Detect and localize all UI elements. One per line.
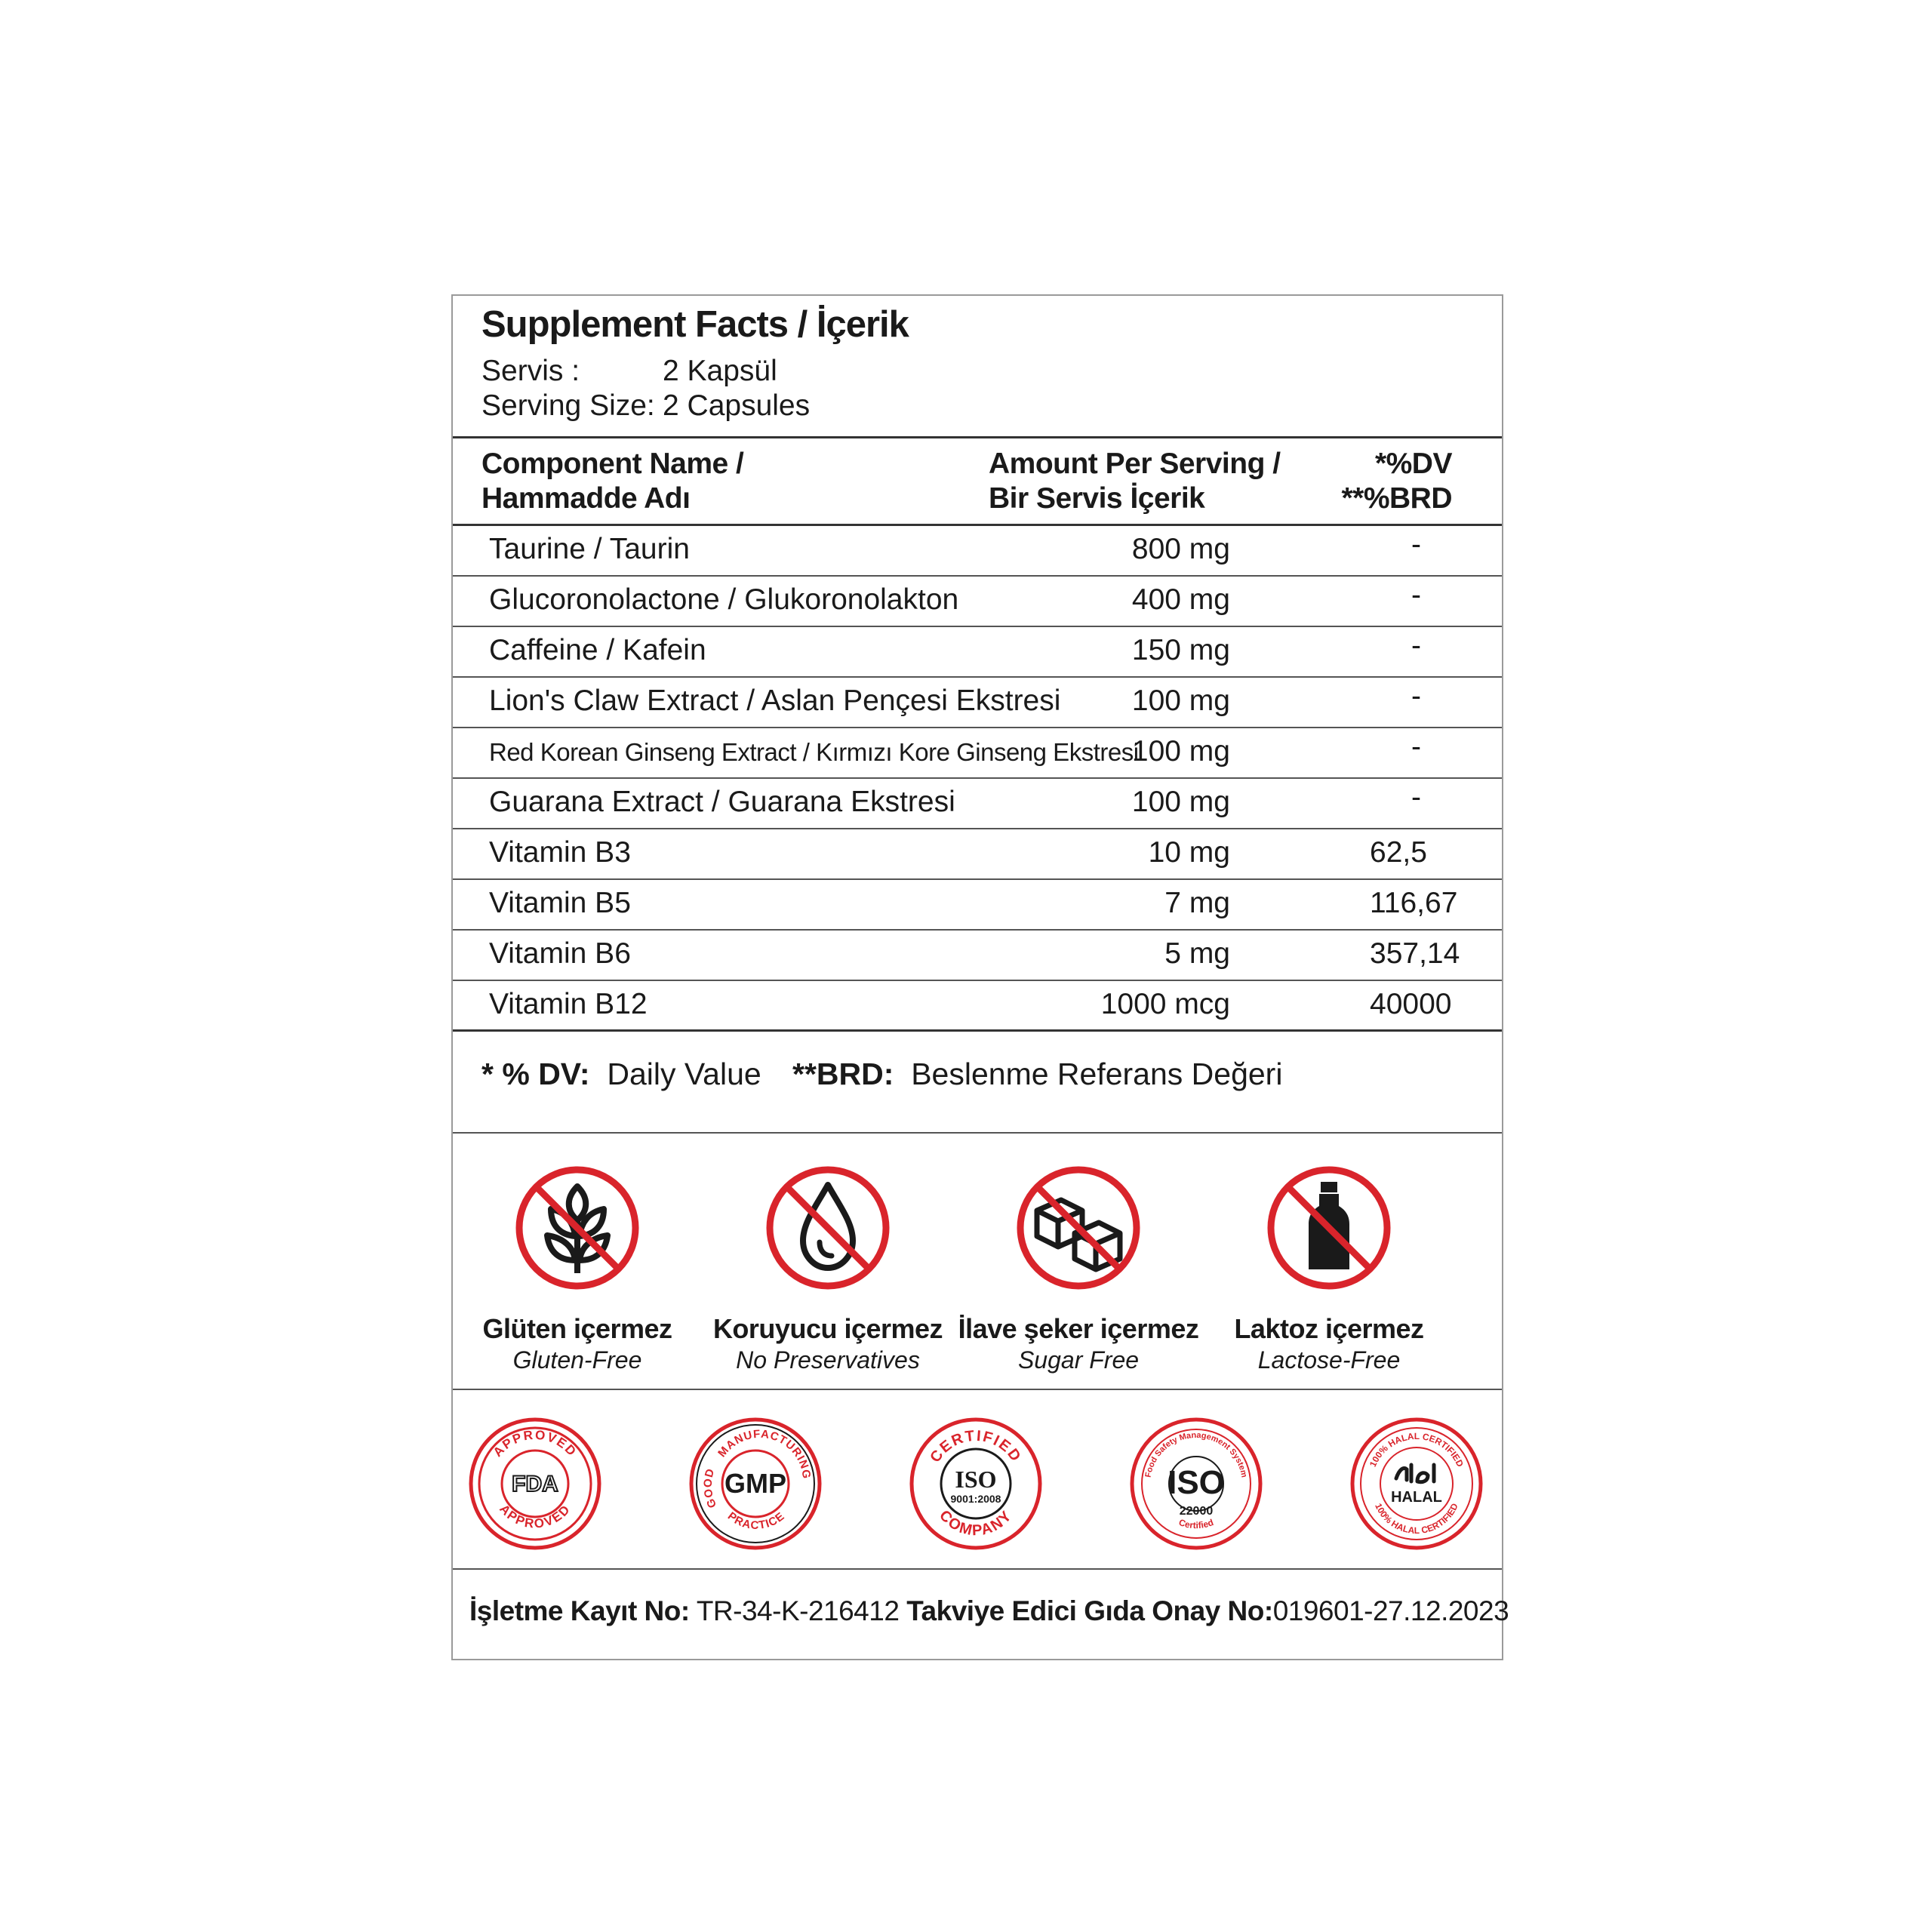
sugar-free-badge (954, 1164, 1203, 1374)
footnote-brd: **BRD: Beslenme Referans Değeri (792, 1057, 1283, 1091)
no-wheat-icon (513, 1164, 641, 1292)
table-row (453, 930, 1502, 980)
ingredient-dv: - (1411, 579, 1421, 611)
ingredient-name: Lion's Claw Extract / Aslan Pençesi Ekstresi (489, 685, 1061, 717)
svg-text:GOOD: GOOD (701, 1466, 720, 1510)
badge-title-tr: İlave şeker içermez (958, 1313, 1199, 1344)
ingredient-dv: 62,5 (1370, 836, 1427, 869)
svg-text:PRACTICE: PRACTICE (724, 1509, 788, 1532)
gluten-free-badge (453, 1164, 702, 1374)
footnote-dv: * % DV: Daily Value (481, 1057, 761, 1091)
table-row (453, 626, 1502, 677)
svg-text:ISO: ISO (1168, 1464, 1225, 1501)
halal-seal-icon (1349, 1417, 1484, 1551)
table-row (453, 525, 1502, 576)
iso-9001-seal-icon (909, 1417, 1043, 1551)
badge-title-en: No Preservatives (736, 1346, 920, 1374)
ingredient-amount: 100 mg (1131, 735, 1230, 768)
ingredient-dv: - (1411, 731, 1421, 763)
svg-text:APPROVED: APPROVED (497, 1501, 574, 1531)
lactose-free-badge (1204, 1164, 1454, 1374)
serving-tr-label: Servis : (481, 355, 580, 387)
ingredient-name: Taurine / Taurin (489, 533, 690, 565)
registration-line: İşletme Kayıt No: TR-34-K-216412 Takviye Edici Gıda Onay No:019601-27.12.2023 (469, 1595, 1509, 1626)
iso-22000-seal (1129, 1417, 1263, 1555)
iso-9001-seal (909, 1417, 1043, 1555)
ingredient-name: Glucoronolactone / Glukoronolakton (489, 583, 959, 616)
badge-title-tr: Glüten içermez (482, 1313, 672, 1344)
table-row (453, 829, 1502, 879)
ingredient-name: Caffeine / Kafein (489, 634, 706, 666)
ingredient-amount: 100 mg (1131, 685, 1230, 717)
serving-tr-value: 2 Kapsül (663, 355, 777, 387)
ingredient-dv: 116,67 (1370, 887, 1458, 919)
divider (453, 1029, 1502, 1032)
table-row (453, 728, 1502, 778)
ingredient-amount: 5 mg (1164, 937, 1230, 970)
svg-text:FDA: FDA (512, 1472, 558, 1497)
divider (453, 1132, 1502, 1134)
ingredient-dv: - (1411, 629, 1421, 662)
ingredient-name: Vitamin B5 (489, 887, 631, 919)
serving-en-value: 2 Capsules (663, 389, 811, 422)
badge-title-en: Gluten-Free (512, 1346, 642, 1374)
table-row (453, 980, 1502, 1031)
ingredient-dv: - (1411, 528, 1421, 561)
no-sugar-cubes-icon (1014, 1164, 1143, 1292)
divider (453, 1389, 1502, 1390)
column-header-amount: Amount Per Serving / Bir Servis İçerik (989, 448, 1281, 515)
ingredient-amount: 800 mg (1131, 533, 1230, 565)
svg-text:HALAL: HALAL (1391, 1489, 1442, 1506)
halal-arabic-mark (1396, 1465, 1434, 1482)
table-row (453, 778, 1502, 829)
fda-approved-seal (468, 1417, 602, 1555)
ingredient-amount: 1000 mcg (1100, 988, 1230, 1020)
svg-text:100% HALAL CERTIFIED: 100% HALAL CERTIFIED (1367, 1430, 1466, 1469)
ingredient-name: Vitamin B3 (489, 836, 631, 869)
column-header-name: Component Name / Hammadde Adı (481, 448, 744, 515)
table-row (453, 576, 1502, 626)
svg-text:Food Safety Management System: Food Safety Management System (1143, 1430, 1249, 1478)
svg-text:ISO: ISO (955, 1466, 997, 1493)
gmp-seal-icon (688, 1417, 823, 1551)
ingredient-amount: 100 mg (1131, 786, 1230, 818)
ingredient-amount: 150 mg (1131, 634, 1230, 666)
table-row (453, 677, 1502, 728)
gmp-seal (688, 1417, 823, 1555)
ingredient-name: Vitamin B6 (489, 937, 631, 970)
ingredient-name: Guarana Extract / Guarana Ekstresi (489, 786, 955, 818)
badge-title-tr: Koruyucu içermez (712, 1313, 943, 1344)
ingredient-dv: 357,14 (1370, 937, 1460, 970)
svg-text:COMPANY: COMPANY (936, 1507, 1016, 1540)
ingredient-dv: - (1411, 680, 1421, 712)
supplement-facts-label (451, 294, 1509, 1660)
divider (453, 436, 1502, 438)
ingredient-dv: - (1411, 781, 1421, 814)
ingredient-dv: 40000 (1370, 988, 1452, 1020)
svg-text:APPROVED: APPROVED (490, 1427, 580, 1460)
svg-text:9001:2008: 9001:2008 (950, 1493, 1001, 1505)
svg-text:100% HALAL CERTIFIED: 100% HALAL CERTIFIED (1373, 1501, 1460, 1537)
svg-text:MANUFACTURING: MANUFACTURING (715, 1427, 814, 1481)
table-row (453, 879, 1502, 930)
svg-text:22000: 22000 (1179, 1505, 1214, 1518)
page-title: Supplement Facts / İçerik (481, 304, 909, 345)
column-header-dv: *%DV **%BRD (1341, 448, 1452, 515)
divider (453, 1568, 1502, 1570)
ingredient-name: Vitamin B12 (489, 988, 648, 1020)
badge-title-tr: Laktoz içermez (1234, 1313, 1424, 1344)
badge-title-en: Lactose-Free (1257, 1346, 1401, 1374)
badge-title-en: Sugar Free (1017, 1346, 1140, 1374)
svg-text:Certified: Certified (1177, 1516, 1215, 1531)
ingredient-amount: 10 mg (1148, 836, 1230, 869)
iso-22000-seal-icon (1129, 1417, 1263, 1551)
ingredient-amount: 7 mg (1164, 887, 1230, 919)
fda-seal-icon (468, 1417, 602, 1551)
serving-en-label: Serving Size: (481, 389, 655, 422)
no-milk-bottle-icon (1265, 1164, 1393, 1292)
no-preservatives-badge (703, 1164, 952, 1374)
no-drop-icon (764, 1164, 892, 1292)
svg-text:GMP: GMP (724, 1468, 787, 1499)
ingredient-name: Red Korean Ginseng Extract / Kırmızı Kore Ginseng Ekstresi (489, 738, 1139, 766)
halal-seal (1349, 1417, 1484, 1555)
ingredient-amount: 400 mg (1131, 583, 1230, 616)
svg-text:CERTIFIED: CERTIFIED (927, 1427, 1025, 1466)
